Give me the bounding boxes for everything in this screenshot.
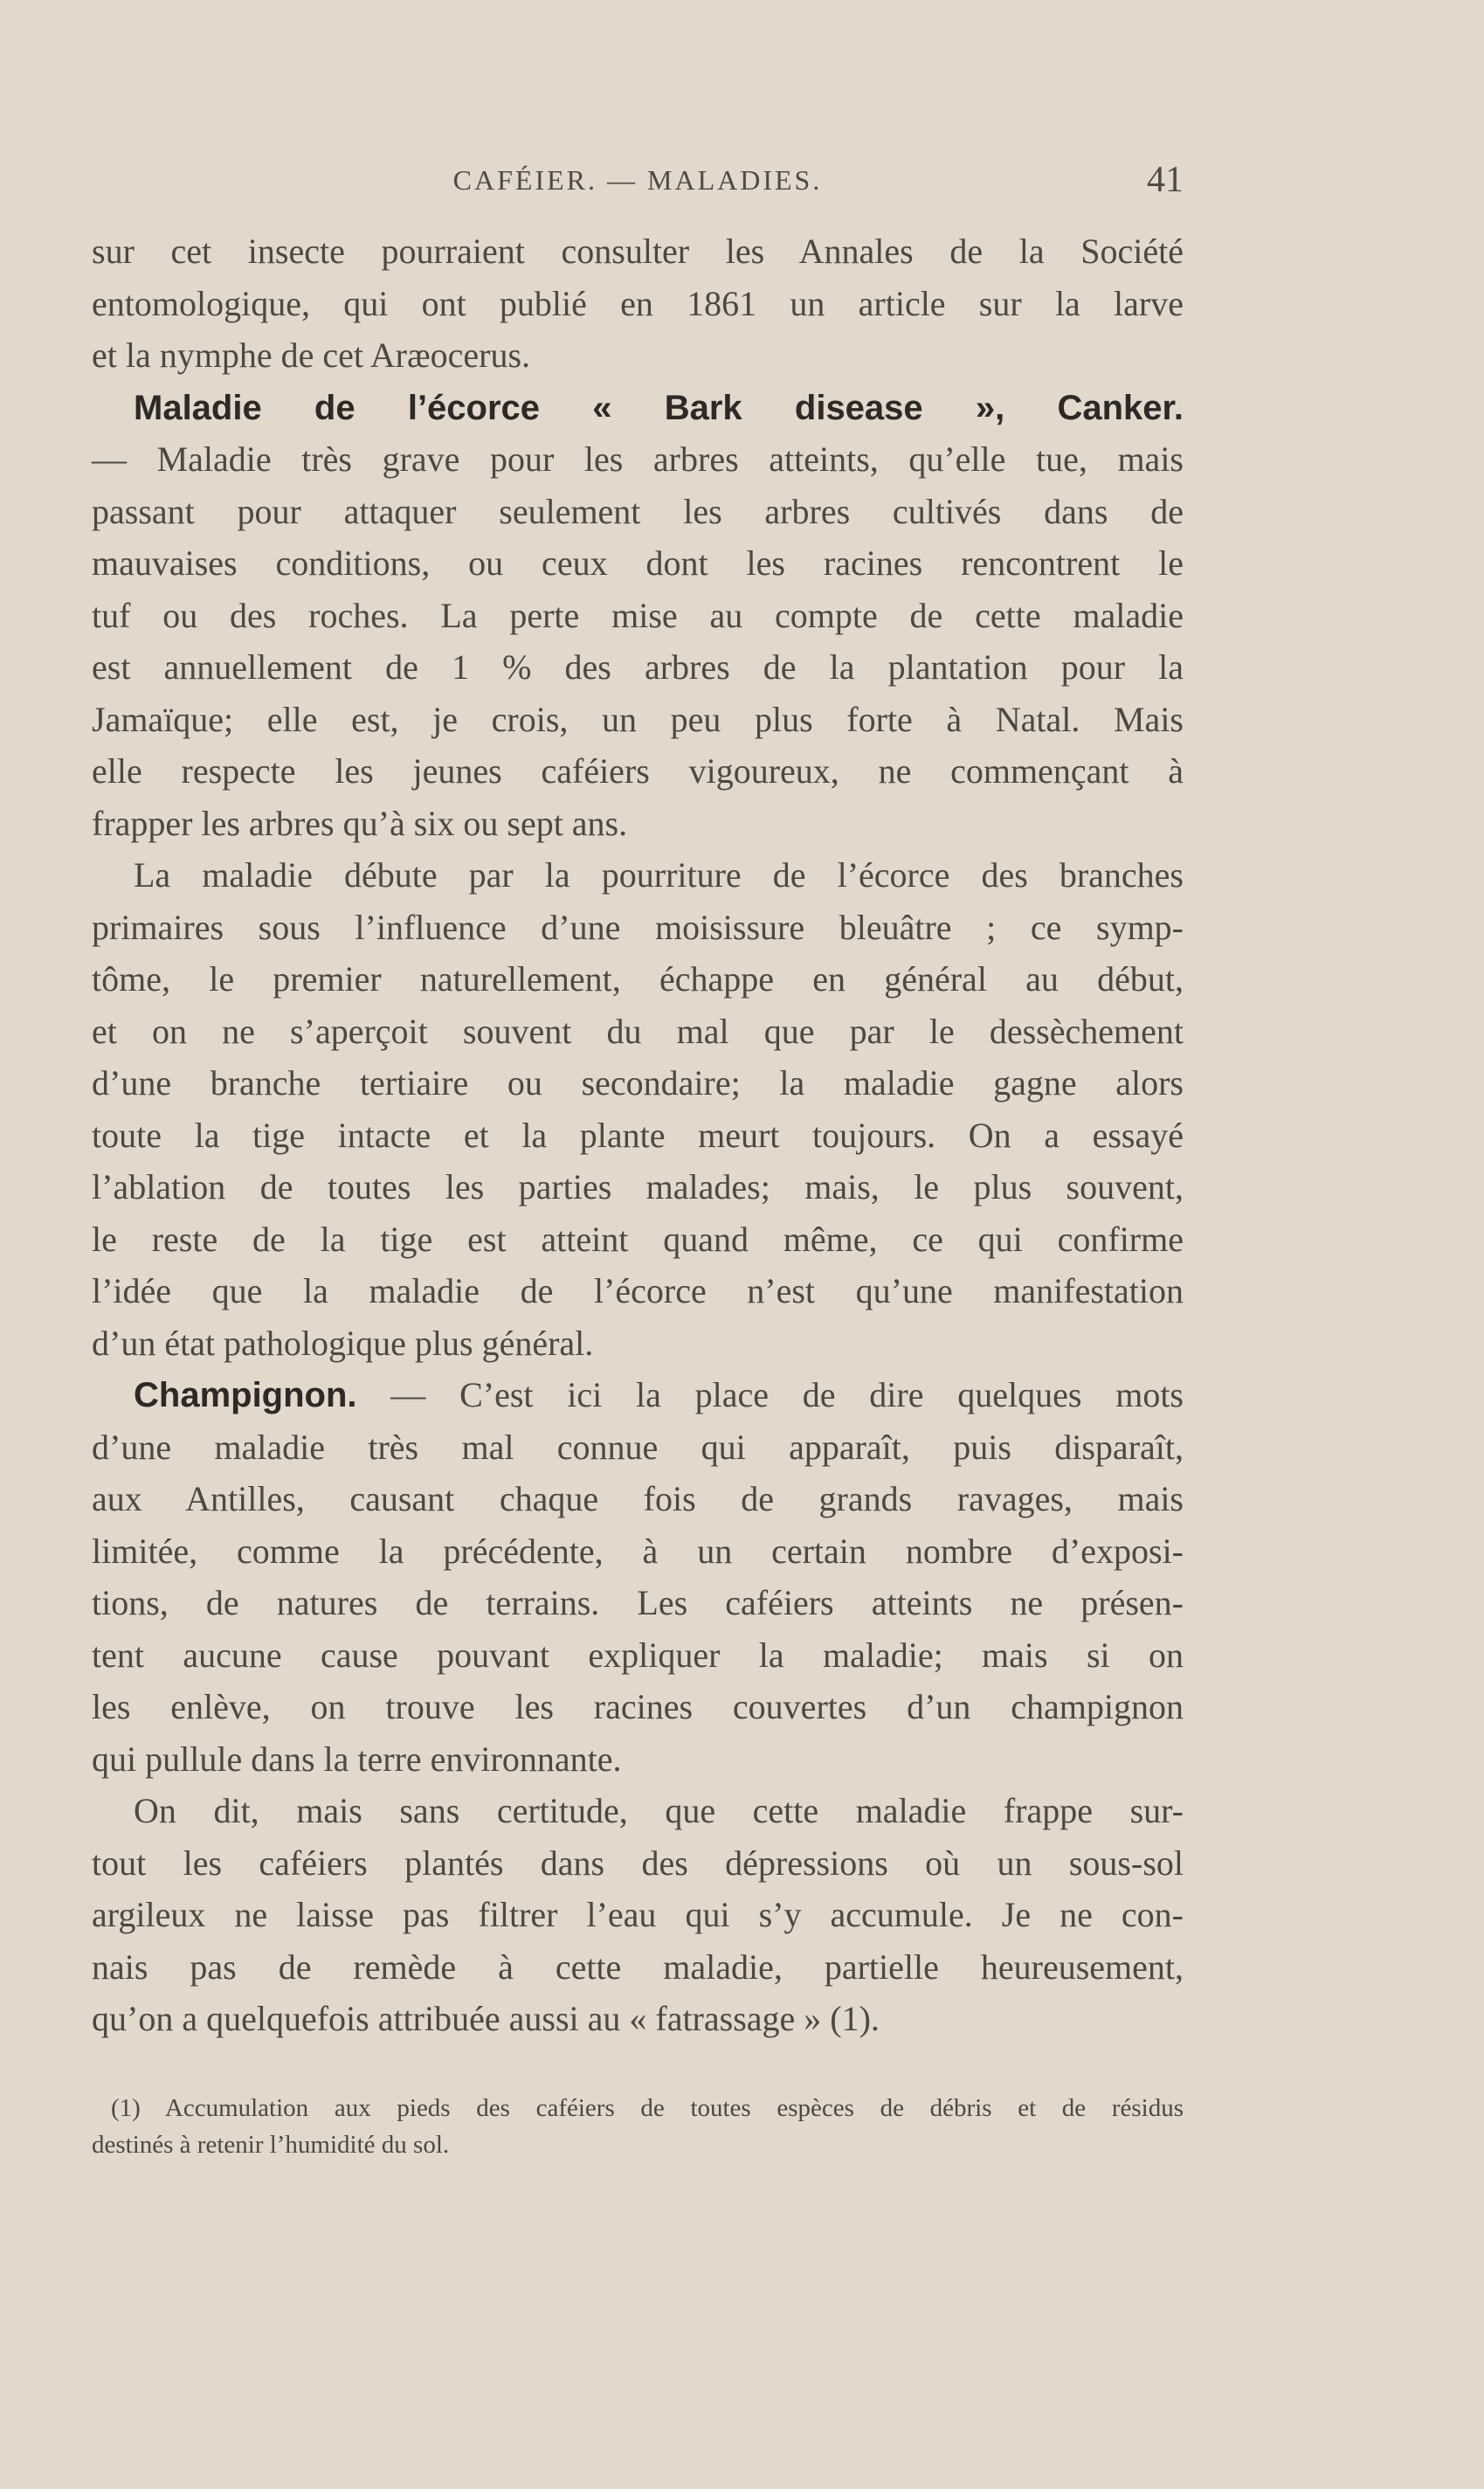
text-line: et on ne s’aperçoit souvent du mal que par le dessèchement [92, 1011, 1184, 1051]
text-line: tions, de natures de terrains. Les caféiers atteints ne présen- [92, 1583, 1184, 1622]
text-line: — Maladie très grave pour les arbres atteints, qu’elle tue, mais [92, 439, 1184, 479]
text-line: l’idée que la maladie de l’écorce n’est qu’une manifestation [92, 1271, 1184, 1310]
text-line: frapper les arbres qu’à six ou sept ans. [92, 803, 628, 843]
text-line: elle respecte les jeunes caféiers vigoureux, ne commençant à [92, 751, 1184, 791]
footnote [92, 2090, 1184, 2163]
text-line: et la nymphe de cet Aræocerus. [92, 335, 531, 375]
text-line: tout les caféiers plantés dans des dépressions où un sous-sol [92, 1843, 1184, 1883]
footnote-line: destinés à retenir l’humidité du sol. [92, 2131, 450, 2159]
running-head: CAFÉIER. — MALADIES. [452, 164, 823, 196]
text-line: mauvaises conditions, ou ceux dont les racines rencontrent le [92, 543, 1184, 583]
text-line: Jamaïque; elle est, je crois, un peu plus forte à Natal. Mais [92, 699, 1184, 739]
section-heading-bark-disease: Maladie de l’écorce « Bark disease », Canker. [134, 388, 1184, 427]
text-line: le reste de la tige est atteint quand même, ce qui confirme [92, 1219, 1184, 1259]
text-line: est annuellement de 1 % des arbres de la plantation pour la [92, 647, 1184, 687]
text-line: l’ablation de toutes les parties malades; mais, le plus souvent, [92, 1167, 1184, 1206]
text-line: On dit, mais sans certitude, que cette maladie frappe sur- [134, 1791, 1184, 1830]
text-line: nais pas de remède à cette maladie, partielle heureusement, [92, 1946, 1184, 1987]
text-line: sur cet insecte pourraient consulter les Annales de la Société [92, 232, 1184, 271]
text-line: aux Antilles, causant chaque fois de grands ravages, mais [92, 1479, 1184, 1518]
text-line: d’une maladie très mal connue qui apparaît, puis disparaît, [92, 1427, 1184, 1467]
text-line: qu’on a quelquefois attribuée aussi au « fatrassage » (1). [92, 1999, 880, 2038]
text-line: toute la tige intacte et la plante meurt toujours. On a essayé [92, 1115, 1184, 1155]
text-line: argileux ne laisse pas filtrer l’eau qui s’y accumule. Je ne con- [92, 1895, 1184, 1934]
text-line: tuf ou des roches. La perte mise au compte de cette maladie [92, 595, 1184, 635]
text-line: limitée, comme la précédente, à un certain nombre d’exposi- [92, 1531, 1184, 1571]
text-line: les enlève, on trouve les racines couvertes d’un champignon [92, 1687, 1184, 1726]
text-line: tent aucune cause pouvant expliquer la maladie; mais si on [92, 1635, 1184, 1675]
page-header [92, 160, 1184, 208]
text-line: d’une branche tertiaire ou secondaire; la maladie gagne alors [92, 1063, 1184, 1103]
text-line: passant pour attaquer seulement les arbres cultivés dans de [92, 491, 1184, 531]
page-number: 41 [1147, 160, 1184, 200]
footnote-line: (1) Accumulation aux pieds des caféiers de toutes espèces de débris et de résidus [111, 2094, 1184, 2122]
text-line: tôme, le premier naturellement, échappe en général au début, [92, 959, 1184, 999]
text-line: La maladie débute par la pourriture de l’écorce des branches [134, 855, 1184, 895]
text-line: primaires sous l’influence d’une moisissure bleuâtre ; ce symp- [92, 907, 1184, 947]
section-heading-champignon: Champignon. — C’est ici la place de dire quelques mots [134, 1375, 1184, 1414]
text-line: d’un état pathologique plus général. [92, 1323, 594, 1363]
text-line: qui pullule dans la terre environnante. [92, 1739, 622, 1779]
text-line: entomologique, qui ont publié en 1861 un article sur la larve [92, 283, 1184, 323]
body-text [92, 225, 1184, 2045]
